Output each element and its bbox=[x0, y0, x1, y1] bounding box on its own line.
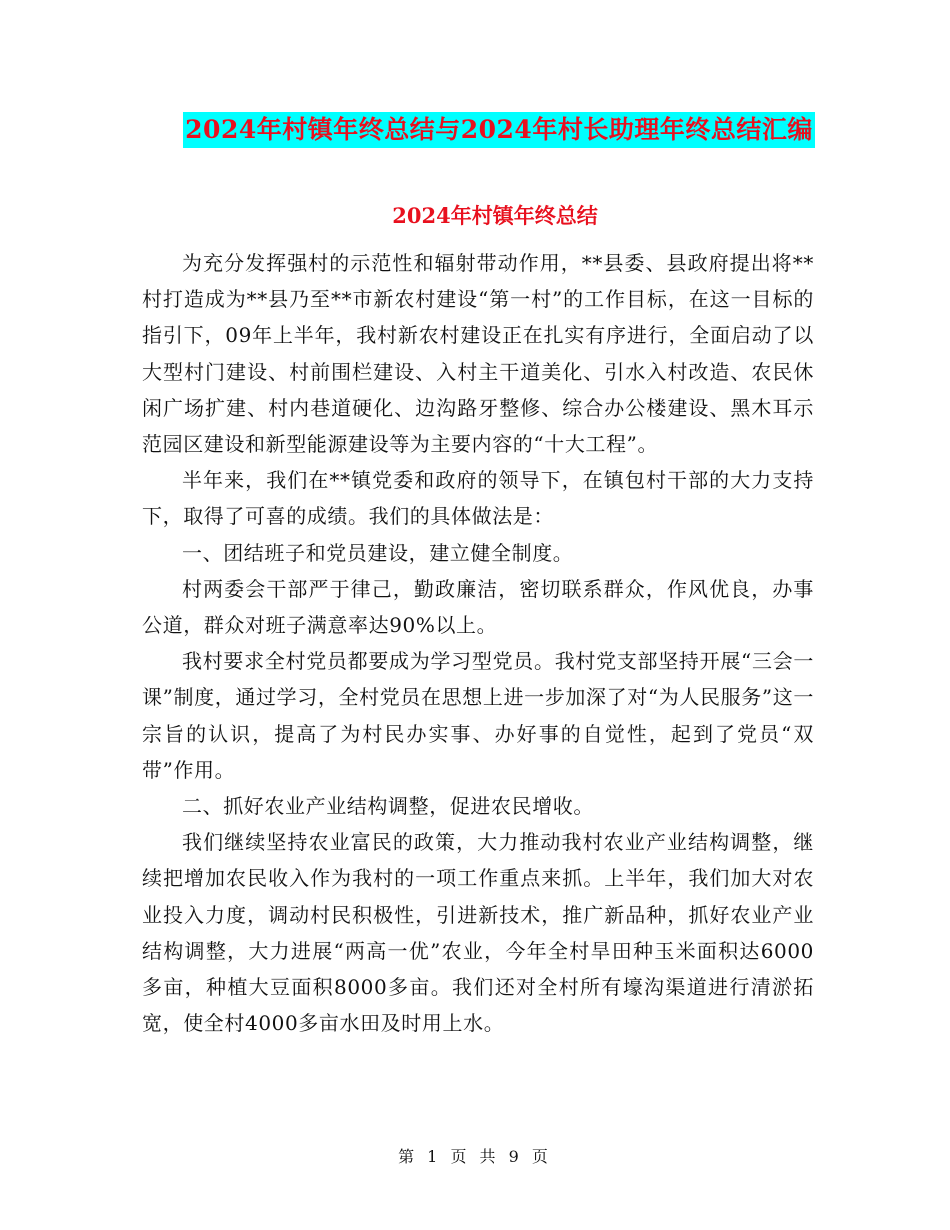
paragraph: 我们继续坚持农业富民的政策，大力推动我村农业产业结构调整，继续把增加农民收入作为我村的一项工作重点来抓。上半年，我们加大对农业投入力度，调动村民积极性，引进新技术，推广新品种，抓好农业产业结构调整，大力进展“两高一优”农业，今年全村旱田种玉米面积达6000多亩，种植大豆面积8000多亩。我们还对全村所有壕沟渠道进行清淤拓宽，使全村4000多亩水田及时用上水。 bbox=[142, 830, 814, 1036]
paragraph: 为充分发挥强村的示范性和辐射带动作用，**县委、县政府提出将**村打造成为**县乃至**市新农村建设“第一村”的工作目标，在这一目标的指引下，09年上半年，我村新农村建设正在扎实有序进行，全面启动了以大型村门建设、村前围栏建设、入村主干道美化、引水入村改造、农民休闲广场扩建、村内巷道硬化、边沟路牙整修、综合办公楼建设、黑木耳示范园区建设和新型能源建设等为主要内容的“十大工程”。 bbox=[142, 251, 814, 457]
page-number-footer: 第 1 页 共 9 页 bbox=[398, 1147, 552, 1166]
paragraph: 村两委会干部严于律己，勤政廉洁，密切联系群众，作风优良，办事公道，群众对班子满意率达90%以上。 bbox=[142, 576, 814, 638]
document-title-container bbox=[0, 112, 950, 148]
section-title: 2024年村镇年终总结 bbox=[392, 203, 598, 228]
section-heading: 一、团结班子和党员建设，建立健全制度。 bbox=[182, 540, 574, 565]
paragraph: 半年来，我们在**镇党委和政府的领导下，在镇包村干部的大力支持下，取得了可喜的成绩。我们的具体做法是： bbox=[142, 468, 814, 529]
document-title: 2024年村镇年终总结与2024年村长助理年终总结汇编 bbox=[183, 112, 815, 148]
paragraph: 我村要求全村党员都要成为学习型党员。我村党支部坚持开展“三会一课”制度，通过学习，全村党员在思想上进一步加深了对“为人民服务”这一宗旨的认识，提高了为村民办实事、办好事的自觉性，起到了党员“双带”作用。 bbox=[142, 649, 814, 782]
section-heading: 二、抓好农业产业结构调整，促进农民增收。 bbox=[182, 794, 594, 819]
document-body bbox=[142, 245, 814, 1041]
